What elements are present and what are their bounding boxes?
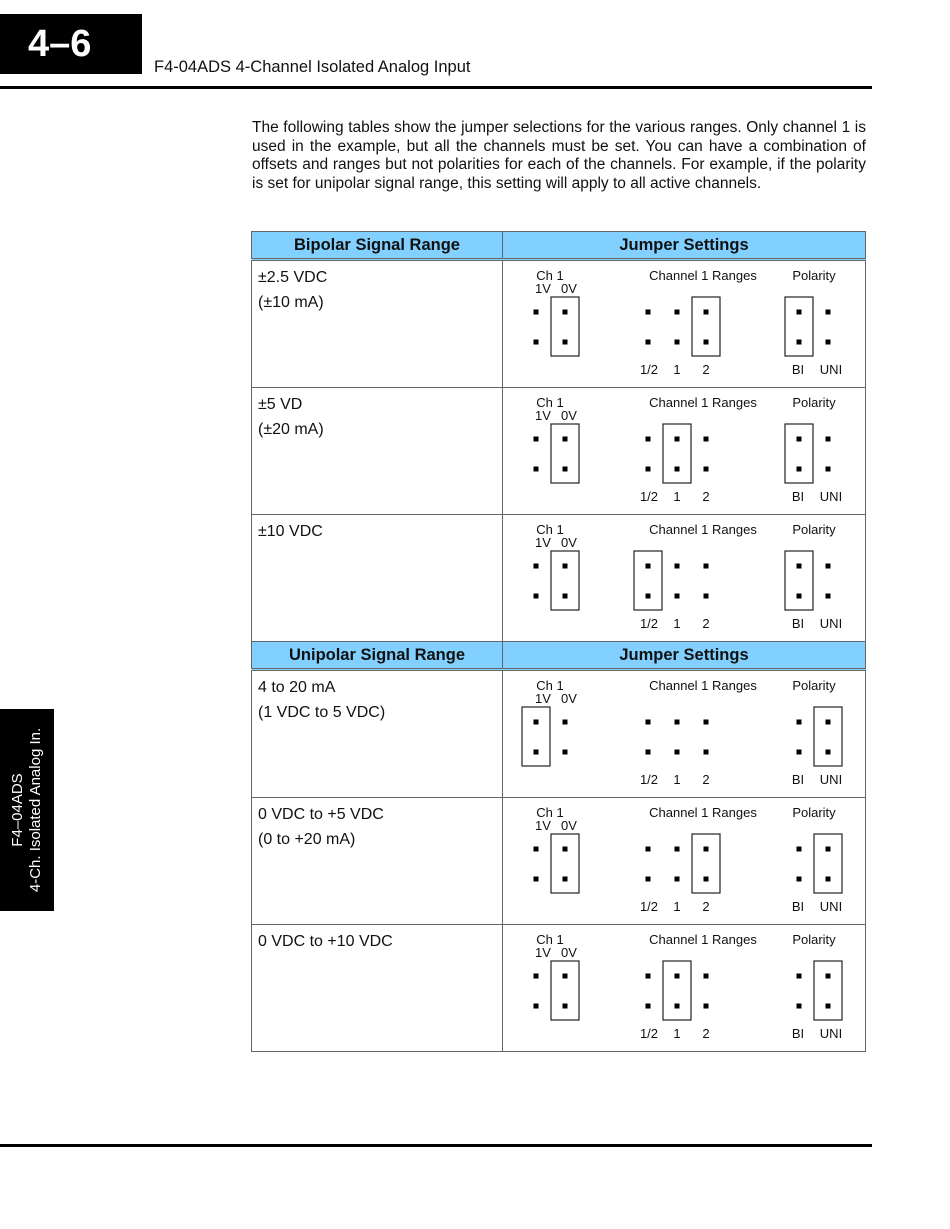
header-rule: [0, 86, 872, 89]
range-pin: [675, 1004, 680, 1009]
range-1-label: 1: [673, 772, 681, 787]
footer-rule: [0, 1144, 872, 1147]
polarity-pin: [826, 437, 831, 442]
range-pin: [704, 467, 709, 472]
ch1-0v-label: 0V: [561, 945, 577, 960]
signal-range-text: (1 VDC to 5 VDC): [258, 704, 386, 721]
polarity-label: Polarity: [792, 932, 836, 947]
polarity-uni-label: UNI: [819, 489, 843, 504]
range-pin: [646, 720, 651, 725]
ch1-pin: [563, 340, 568, 345]
signal-range-cell: [252, 388, 503, 515]
range-pin: [704, 750, 709, 755]
ch1-pin: [563, 847, 568, 852]
polarity-pin: [797, 974, 802, 979]
ch1-label: Ch 1: [536, 395, 564, 410]
range-pin: [675, 974, 680, 979]
signal-range-text: (±20 mA): [258, 421, 324, 438]
range-column-header: Bipolar Signal Range: [252, 232, 503, 260]
range-pin: [675, 310, 680, 315]
polarity-bi-label: BI: [791, 362, 805, 377]
section-header-row: [252, 232, 866, 260]
range-2-label: 2: [702, 616, 710, 631]
table-row: [252, 798, 866, 925]
range-1-label: 1: [673, 616, 681, 631]
polarity-pin: [826, 564, 831, 569]
ch1-pin: [534, 877, 539, 882]
signal-range-cell: [252, 798, 503, 925]
ranges-label: Channel 1 Ranges: [649, 932, 757, 947]
jumper-diagram: [503, 388, 865, 514]
ranges-label: Channel 1 Ranges: [649, 805, 757, 820]
range-jumper: [663, 961, 691, 1020]
ch1-pin: [563, 594, 568, 599]
polarity-pin: [797, 877, 802, 882]
ch1-1v-label: 1V: [535, 818, 551, 833]
ch1-pin: [563, 310, 568, 315]
range-pin: [646, 467, 651, 472]
polarity-pin: [797, 1004, 802, 1009]
jumper-diagram-cell: [503, 670, 866, 798]
chapter-side-tab: [0, 709, 54, 911]
signal-range-text: (0 to +20 mA): [258, 831, 356, 848]
ch1-0v-label: 0V: [561, 535, 577, 550]
ch1-jumper: [522, 707, 550, 766]
range-half-label: 1/2: [639, 489, 659, 504]
range-pin: [646, 564, 651, 569]
polarity-uni-label: UNI: [819, 616, 843, 631]
polarity-uni-label: UNI: [819, 1026, 843, 1041]
range-jumper: [692, 297, 720, 356]
polarity-pin: [797, 437, 802, 442]
range-jumper: [692, 834, 720, 893]
signal-range-text: 0 VDC to +5 VDC: [258, 806, 384, 823]
range-2-label: 2: [702, 1026, 710, 1041]
running-title: F4-04ADS 4-Channel Isolated Analog Input: [154, 58, 471, 76]
jumper-diagram: [503, 798, 865, 924]
jumper-diagram: [503, 515, 865, 641]
ch1-pin: [563, 564, 568, 569]
ch1-1v-label: 1V: [535, 408, 551, 423]
polarity-pin: [826, 310, 831, 315]
polarity-pin: [826, 720, 831, 725]
range-2-label: 2: [702, 899, 710, 914]
polarity-pin: [797, 340, 802, 345]
ch1-pin: [534, 750, 539, 755]
polarity-pin: [797, 750, 802, 755]
ch1-label: Ch 1: [536, 522, 564, 537]
polarity-bi-label: BI: [791, 772, 805, 787]
ch1-0v-label: 0V: [561, 281, 577, 296]
ch1-pin: [563, 720, 568, 725]
ch1-1v-label: 1V: [535, 281, 551, 296]
polarity-label: Polarity: [792, 805, 836, 820]
ch1-pin: [534, 467, 539, 472]
polarity-pin: [826, 974, 831, 979]
ch1-pin: [534, 720, 539, 725]
polarity-jumper: [785, 424, 813, 483]
range-half-label: 1/2: [639, 616, 659, 631]
range-pin: [646, 877, 651, 882]
jumper-column-header: Jumper Settings: [503, 232, 866, 260]
range-pin: [646, 974, 651, 979]
polarity-pin: [797, 594, 802, 599]
jumper-diagram-cell: [503, 798, 866, 925]
ch1-label: Ch 1: [536, 932, 564, 947]
polarity-pin: [826, 750, 831, 755]
section-header-row: [252, 642, 866, 670]
side-tab-line-1: F4–04ADS: [9, 773, 26, 847]
polarity-uni-label: UNI: [819, 772, 843, 787]
range-pin: [704, 564, 709, 569]
range-half-label: 1/2: [639, 1026, 659, 1041]
range-pin: [646, 1004, 651, 1009]
polarity-label: Polarity: [792, 522, 836, 537]
signal-range-cell: [252, 670, 503, 798]
ch1-0v-label: 0V: [561, 691, 577, 706]
range-1-label: 1: [673, 362, 681, 377]
jumper-diagram: [503, 261, 865, 387]
ch1-pin: [534, 594, 539, 599]
ch1-jumper: [551, 551, 579, 610]
signal-range-text: 4 to 20 mA: [258, 679, 336, 696]
table-row: [252, 925, 866, 1052]
signal-range-cell: [252, 260, 503, 388]
ch1-jumper: [551, 834, 579, 893]
table-row: [252, 670, 866, 798]
range-pin: [704, 437, 709, 442]
polarity-label: Polarity: [792, 678, 836, 693]
signal-range-cell: [252, 925, 503, 1052]
ranges-label: Channel 1 Ranges: [649, 522, 757, 537]
page-number: 4–6: [28, 23, 92, 65]
ranges-label: Channel 1 Ranges: [649, 395, 757, 410]
range-2-label: 2: [702, 362, 710, 377]
range-pin: [704, 310, 709, 315]
ranges-label: Channel 1 Ranges: [649, 678, 757, 693]
ch1-1v-label: 1V: [535, 535, 551, 550]
intro-paragraph: The following tables show the jumper selections for the various ranges. Only channel 1 is used in the example, but all the channels must be set. You can have a combination of offsets and ranges but not polarities for each of the channels. For example, if the polarity is set for unipolar signal range, this setting will apply to all active channels.: [252, 119, 866, 192]
range-pin: [704, 594, 709, 599]
polarity-pin: [797, 310, 802, 315]
ch1-1v-label: 1V: [535, 945, 551, 960]
polarity-bi-label: BI: [791, 1026, 805, 1041]
polarity-jumper: [814, 961, 842, 1020]
range-half-label: 1/2: [639, 362, 659, 377]
range-1-label: 1: [673, 489, 681, 504]
side-tab-line-2: 4-Ch. Isolated Analog In.: [27, 727, 44, 893]
range-pin: [675, 720, 680, 725]
polarity-jumper: [814, 707, 842, 766]
jumper-diagram-cell: [503, 515, 866, 642]
range-pin: [646, 437, 651, 442]
polarity-jumper: [785, 297, 813, 356]
range-pin: [675, 877, 680, 882]
ch1-pin: [563, 467, 568, 472]
polarity-label: Polarity: [792, 268, 836, 283]
side-tab-label: [9, 709, 45, 911]
range-pin: [704, 974, 709, 979]
ch1-label: Ch 1: [536, 805, 564, 820]
ch1-pin: [563, 437, 568, 442]
signal-range-text: (±10 mA): [258, 294, 324, 311]
range-pin: [704, 720, 709, 725]
range-pin: [675, 594, 680, 599]
range-pin: [646, 847, 651, 852]
ch1-pin: [534, 847, 539, 852]
ch1-jumper: [551, 961, 579, 1020]
table-row: [252, 515, 866, 642]
range-pin: [675, 437, 680, 442]
range-pin: [675, 750, 680, 755]
range-jumper: [634, 551, 662, 610]
range-2-label: 2: [702, 489, 710, 504]
polarity-pin: [797, 847, 802, 852]
jumper-settings-table: [251, 231, 866, 1052]
polarity-uni-label: UNI: [819, 899, 843, 914]
ch1-label: Ch 1: [536, 268, 564, 283]
ch1-pin: [563, 877, 568, 882]
ch1-0v-label: 0V: [561, 408, 577, 423]
range-pin: [704, 877, 709, 882]
jumper-diagram-cell: [503, 260, 866, 388]
ch1-pin: [563, 1004, 568, 1009]
range-jumper: [663, 424, 691, 483]
range-half-label: 1/2: [639, 899, 659, 914]
range-pin: [675, 847, 680, 852]
signal-range-text: ±2.5 VDC: [258, 269, 328, 286]
ch1-jumper: [551, 424, 579, 483]
range-pin: [704, 1004, 709, 1009]
polarity-uni-label: UNI: [819, 362, 843, 377]
polarity-pin: [826, 1004, 831, 1009]
polarity-pin: [826, 340, 831, 345]
range-pin: [675, 467, 680, 472]
ch1-pin: [534, 1004, 539, 1009]
table-row: [252, 260, 866, 388]
signal-range-text: 0 VDC to +10 VDC: [258, 933, 393, 950]
polarity-pin: [826, 594, 831, 599]
polarity-pin: [797, 467, 802, 472]
range-pin: [704, 340, 709, 345]
table-row: [252, 388, 866, 515]
polarity-bi-label: BI: [791, 489, 805, 504]
ranges-label: Channel 1 Ranges: [649, 268, 757, 283]
signal-range-text: ±10 VDC: [258, 523, 323, 540]
ch1-jumper: [551, 297, 579, 356]
polarity-pin: [826, 877, 831, 882]
range-1-label: 1: [673, 1026, 681, 1041]
range-2-label: 2: [702, 772, 710, 787]
polarity-bi-label: BI: [791, 899, 805, 914]
polarity-pin: [826, 467, 831, 472]
ch1-pin: [534, 974, 539, 979]
ch1-pin: [534, 437, 539, 442]
range-pin: [704, 847, 709, 852]
polarity-jumper: [785, 551, 813, 610]
range-pin: [646, 750, 651, 755]
ch1-1v-label: 1V: [535, 691, 551, 706]
range-pin: [646, 310, 651, 315]
jumper-diagram: [503, 925, 865, 1051]
range-pin: [646, 340, 651, 345]
ch1-pin: [563, 750, 568, 755]
jumper-diagram-cell: [503, 925, 866, 1052]
polarity-label: Polarity: [792, 395, 836, 410]
range-pin: [646, 594, 651, 599]
jumper-diagram-cell: [503, 388, 866, 515]
range-column-header: Unipolar Signal Range: [252, 642, 503, 670]
ch1-label: Ch 1: [536, 678, 564, 693]
polarity-bi-label: BI: [791, 616, 805, 631]
polarity-pin: [826, 847, 831, 852]
signal-range-cell: [252, 515, 503, 642]
ch1-0v-label: 0V: [561, 818, 577, 833]
ch1-pin: [563, 974, 568, 979]
polarity-jumper: [814, 834, 842, 893]
range-pin: [675, 340, 680, 345]
polarity-pin: [797, 720, 802, 725]
ch1-pin: [534, 564, 539, 569]
range-pin: [675, 564, 680, 569]
page-number-tab: [0, 14, 142, 74]
range-half-label: 1/2: [639, 772, 659, 787]
ch1-pin: [534, 310, 539, 315]
range-1-label: 1: [673, 899, 681, 914]
polarity-pin: [797, 564, 802, 569]
jumper-column-header: Jumper Settings: [503, 642, 866, 670]
jumper-diagram: [503, 671, 865, 797]
signal-range-text: ±5 VD: [258, 396, 303, 413]
ch1-pin: [534, 340, 539, 345]
